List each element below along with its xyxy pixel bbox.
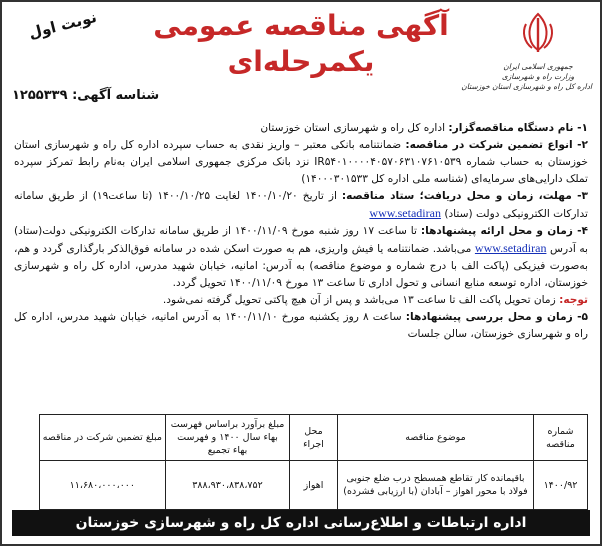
section-1 bbox=[14, 120, 588, 137]
cell-location: اهواز bbox=[290, 461, 338, 510]
section-2-label: ۲- انواع تضمین شرکت در مناقصه: bbox=[405, 139, 588, 151]
section-4-text-a: تا ساعت ۱۷ روز شنبه مورخ ۱۴۰۰/۱۱/۰۹ از طریق سامانه تدارکات الکترونیکی دولت(ستاد) به آدرس bbox=[14, 225, 588, 255]
setadiran-link[interactable]: www.setadiran bbox=[369, 206, 441, 220]
section-4-label: ۴- زمان و محل ارائه پیشنهادها: bbox=[420, 225, 589, 237]
notice-id bbox=[12, 88, 159, 103]
notice-id-label: شناسه آگهی: bbox=[72, 88, 160, 103]
section-2 bbox=[14, 137, 588, 188]
section-1-label: ۱- نام دستگاه مناقصه‌گزار: bbox=[448, 122, 588, 134]
section-3 bbox=[14, 188, 588, 223]
tender-table bbox=[39, 414, 588, 510]
section-4 bbox=[14, 223, 588, 292]
header-estimate: مبلغ برآورد براساس فهرست بهاء سال ۱۴۰۰ و فهرست بهاء تجمیع bbox=[166, 415, 290, 461]
section-5-text: ساعت ۸ روز یکشنبه مورخ ۱۴۰۰/۱۱/۱۰ به آدرس امانیه، خیابان شهید مدرس، اداره کل راه و شهرسازی خوزستان، سالن جلسات bbox=[14, 311, 588, 340]
title-block bbox=[152, 8, 450, 80]
emblem-line-1: جمهوری اسلامی ایران bbox=[503, 62, 573, 71]
note-text: زمان تحویل پاکت الف تا ساعت ۱۳ می‌باشد و پس از آن هیچ پاکتی تحویل گرفته نمی‌شود. bbox=[162, 294, 560, 306]
note-label: توجه: bbox=[559, 294, 588, 306]
section-3-label: ۳- مهلت، زمان و محل دریافت؛ ستاد مناقصه: bbox=[341, 190, 588, 202]
header-guarantee: مبلغ تضمین شرکت در مناقصه bbox=[39, 415, 165, 461]
setadiran-link[interactable]: www.setadiran bbox=[474, 241, 547, 255]
notice-subtitle: یکمرحله‌ای bbox=[227, 45, 375, 78]
header-tender-subject: موضوع مناقصه bbox=[338, 415, 534, 461]
table-header-row bbox=[39, 415, 587, 461]
notice-title: آگهی مناقصه عمومی bbox=[153, 9, 449, 42]
cell-tender-number: ۱۴۰۰/۹۲ bbox=[534, 461, 588, 510]
notice-id-number: ۱۲۵۵۳۳۹ bbox=[12, 88, 68, 103]
section-5-label: ۵- زمان و محل بررسی پیشنهادها: bbox=[405, 311, 588, 323]
header-tender-number: شماره مناقصه bbox=[534, 415, 588, 461]
emblem-line-3: اداره کل راه و شهرسازی استان خوزستان bbox=[461, 82, 592, 91]
org-emblem-block bbox=[461, 10, 592, 110]
cell-estimate: ۳۸۸،۹۳۰،۸۳۸،۷۵۲ bbox=[166, 461, 290, 510]
section-2-text: ضمانتنامه بانکی معتبر – واریز نقدی به حساب سپرده اداره کل راه و شهرسازی استان خوزستان به حساب شماره IR۵۴۰۱۰۰۰۰۴۰۵۷۰۶۳۱۰۷۶۱۰۵۳۹ نزد بانک مرکزی جمهوری اسلامی ایران به‌نام رابط تمرکز سپرده تملک دارایی‌های سرمایه‌ای (شناسه ملی اداره کل ۱۴۰۰۰۳۰۱۵۳۳) bbox=[14, 139, 588, 185]
note bbox=[14, 292, 588, 309]
round-badge: نوبت اول bbox=[26, 7, 99, 43]
emblem-line-2: وزارت راه و شهرسازی bbox=[501, 72, 575, 81]
section-1-text: اداره کل راه و شهرسازی استان خوزستان bbox=[260, 122, 449, 134]
iran-emblem-icon bbox=[516, 10, 560, 56]
notice-body bbox=[14, 120, 588, 343]
cell-tender-subject: باقیمانده کار تقاطع همسطح درب ضلع جنوبی فولاد با محور اهواز – آبادان (با ارزیابی فشرده) bbox=[338, 461, 534, 510]
header-location: محل اجراء bbox=[290, 415, 338, 461]
table-row bbox=[39, 461, 587, 510]
cell-guarantee: ۱۱،۶۸۰،۰۰۰،۰۰۰ bbox=[39, 461, 165, 510]
section-3-text: از تاریخ ۱۴۰۰/۱۰/۲۰ لغایت ۱۴۰۰/۱۰/۲۵ (تا ساعت۱۹) از طریق سامانه تدارکات الکترونیکی دولت (ستاد) bbox=[14, 190, 588, 220]
footer-banner: اداره ارتباطات و اطلاع‌رسانی اداره کل راه و شهرسازی خوزستان bbox=[12, 510, 590, 536]
section-5 bbox=[14, 309, 588, 343]
section-4-text-b: می‌باشد. ضمانتنامه یا فیش واریزی، هم به صورت اسکن شده در سامانه فوق‌الذکر بارگذاری گردد و هم، به‌صورت فیزیکی (پاکت الف با درج شماره و موضوع مناقصه) به آدرس: امانیه، خیابان شهید مدرس، اداره کل راه و شهرسازی خوزستان، اداره توسعه منابع انسانی و تحول اداری تا ساعت ۱۳ مورخ ۱۴۰۰/۱۱/۰۹ تحویل گردد. bbox=[14, 243, 588, 289]
